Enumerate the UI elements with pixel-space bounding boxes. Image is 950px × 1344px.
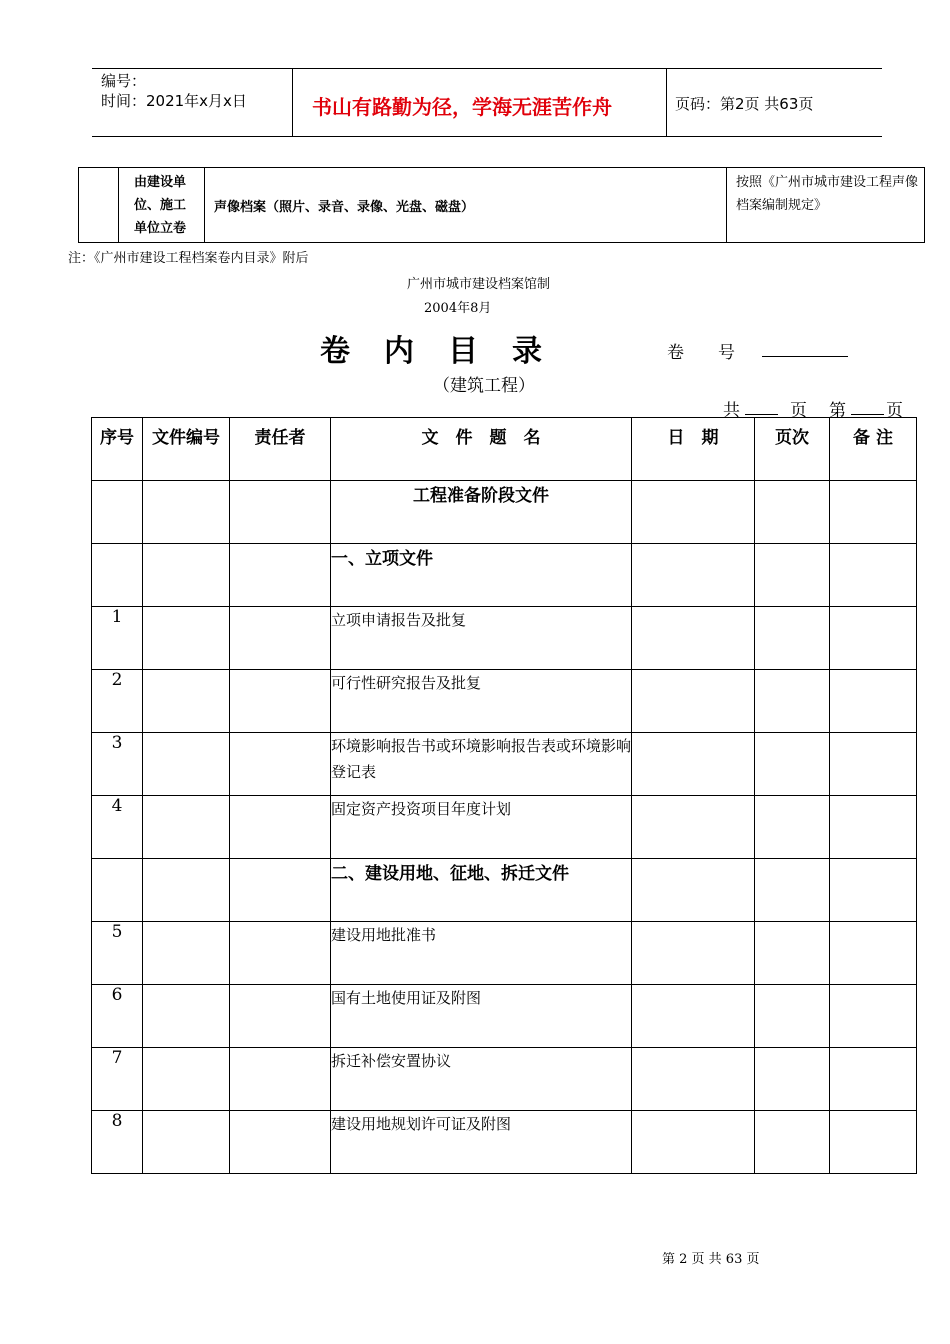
table-row — [92, 670, 917, 733]
current-blank[interactable] — [851, 414, 884, 415]
table-header-row — [92, 418, 917, 481]
row-date[interactable] — [632, 670, 755, 733]
row-responsible[interactable] — [230, 796, 331, 859]
row-pages[interactable] — [755, 985, 830, 1048]
time-label: 时间：2021年x月x日 — [101, 92, 247, 110]
code-label: 编号： — [101, 72, 147, 90]
row-title: 建设用地批准书 — [331, 922, 632, 985]
row-pages[interactable] — [755, 922, 830, 985]
row-title: 可行性研究报告及批复 — [331, 670, 632, 733]
row-file-no[interactable] — [143, 796, 230, 859]
table-row — [92, 796, 917, 859]
row-pages[interactable] — [755, 1111, 830, 1174]
col-header-title: 文 件 题 名 — [331, 418, 632, 481]
row-date[interactable] — [632, 481, 755, 544]
col-header-pages: 页次 — [755, 418, 830, 481]
row-responsible[interactable] — [230, 922, 331, 985]
archive-unit: 由建设单位、施工单位立卷 — [134, 175, 187, 236]
row-date[interactable] — [632, 1048, 755, 1111]
table-row — [92, 1048, 917, 1111]
col-header-file-no: 文件编号 — [143, 418, 230, 481]
row-responsible[interactable] — [230, 670, 331, 733]
row-responsible[interactable] — [230, 481, 331, 544]
row-remarks[interactable] — [830, 481, 917, 544]
volume-label: 卷 号 — [667, 343, 735, 363]
row-seq: 8 — [92, 1111, 143, 1174]
row-responsible[interactable] — [230, 859, 331, 922]
table-row — [92, 985, 917, 1048]
archive-divider-b — [204, 168, 205, 242]
total-label: 共 — [723, 401, 740, 421]
page-count — [723, 396, 913, 421]
row-seq — [92, 859, 143, 922]
row-title: 拆迁补偿安置协议 — [331, 1048, 632, 1111]
motto: 书山有路勤为径，学海无涯苦作舟 — [312, 95, 612, 119]
total-blank[interactable] — [745, 414, 778, 415]
row-remarks[interactable] — [830, 733, 917, 796]
archive-type: 声像档案（照片、录音、录像、光盘、磁盘） — [214, 200, 475, 215]
row-title: 环境影响报告书或环境影响报告表或环境影响登记表 — [331, 733, 632, 796]
row-remarks[interactable] — [830, 544, 917, 607]
page-label-2: 页 — [886, 401, 903, 421]
row-remarks[interactable] — [830, 1111, 917, 1174]
note: 注：《广州市建设工程档案卷内目录》附后 — [68, 251, 309, 266]
row-seq: 2 — [92, 670, 143, 733]
row-seq — [92, 481, 143, 544]
row-seq: 6 — [92, 985, 143, 1048]
row-seq: 3 — [92, 733, 143, 796]
row-file-no[interactable] — [143, 922, 230, 985]
row-file-no[interactable] — [143, 481, 230, 544]
row-responsible[interactable] — [230, 985, 331, 1048]
archive-divider-a — [118, 168, 119, 242]
archive-row — [78, 167, 925, 243]
row-remarks[interactable] — [830, 607, 917, 670]
row-pages[interactable] — [755, 607, 830, 670]
row-file-no[interactable] — [143, 985, 230, 1048]
col-header-remarks: 备 注 — [830, 418, 917, 481]
col-header-responsible: 责任者 — [230, 418, 331, 481]
issue-date: 2004年8月 — [424, 301, 492, 316]
row-date[interactable] — [632, 1111, 755, 1174]
row-date[interactable] — [632, 859, 755, 922]
row-file-no[interactable] — [143, 670, 230, 733]
row-title: 国有土地使用证及附图 — [331, 985, 632, 1048]
row-date[interactable] — [632, 544, 755, 607]
row-title: 立项申请报告及批复 — [331, 607, 632, 670]
row-responsible[interactable] — [230, 544, 331, 607]
row-file-no[interactable] — [143, 607, 230, 670]
row-date[interactable] — [632, 796, 755, 859]
row-remarks[interactable] — [830, 859, 917, 922]
row-title: 工程准备阶段文件 — [331, 481, 632, 544]
row-title: 建设用地规划许可证及附图 — [331, 1111, 632, 1174]
table-row — [92, 1111, 917, 1174]
table-row — [92, 733, 917, 796]
col-header-date: 日 期 — [632, 418, 755, 481]
table-row — [92, 922, 917, 985]
row-responsible[interactable] — [230, 607, 331, 670]
row-seq: 7 — [92, 1048, 143, 1111]
current-label: 第 — [829, 401, 846, 421]
page-label: 页 — [790, 401, 807, 421]
table-row — [92, 481, 917, 544]
header-divider-1 — [292, 68, 293, 136]
row-pages[interactable] — [755, 544, 830, 607]
row-remarks[interactable] — [830, 1048, 917, 1111]
header-divider-2 — [666, 68, 667, 136]
row-title: 固定资产投资项目年度计划 — [331, 796, 632, 859]
subtitle: （建筑工程） — [433, 376, 535, 396]
row-file-no[interactable] — [143, 1048, 230, 1111]
row-remarks[interactable] — [830, 796, 917, 859]
row-title: 一、立项文件 — [331, 544, 632, 607]
row-responsible[interactable] — [230, 1111, 331, 1174]
row-pages[interactable] — [755, 859, 830, 922]
row-remarks[interactable] — [830, 670, 917, 733]
issuer: 广州市城市建设档案馆制 — [407, 277, 551, 292]
row-date[interactable] — [632, 733, 755, 796]
row-seq: 5 — [92, 922, 143, 985]
row-remarks[interactable] — [830, 922, 917, 985]
row-responsible[interactable] — [230, 1048, 331, 1111]
table-row — [92, 859, 917, 922]
row-title: 二、建设用地、征地、拆迁文件 — [331, 859, 632, 922]
row-file-no[interactable] — [143, 1111, 230, 1174]
row-pages[interactable] — [755, 733, 830, 796]
row-date[interactable] — [632, 607, 755, 670]
volume-blank[interactable] — [762, 356, 848, 357]
archive-rule: 按照《广州市城市建设工程声像档案编制规定》 — [736, 175, 919, 213]
row-remarks[interactable] — [830, 985, 917, 1048]
header-bottom-rule — [92, 136, 882, 137]
header-top-rule — [92, 68, 882, 69]
row-responsible[interactable] — [230, 733, 331, 796]
row-seq — [92, 544, 143, 607]
row-seq: 4 — [92, 796, 143, 859]
row-file-no[interactable] — [143, 544, 230, 607]
catalog-table — [91, 417, 917, 1174]
row-file-no[interactable] — [143, 859, 230, 922]
table-row — [92, 607, 917, 670]
row-pages[interactable] — [755, 481, 830, 544]
row-date[interactable] — [632, 985, 755, 1048]
col-header-seq: 序号 — [92, 418, 143, 481]
row-seq: 1 — [92, 607, 143, 670]
row-pages[interactable] — [755, 670, 830, 733]
archive-divider-c — [726, 168, 727, 242]
row-file-no[interactable] — [143, 733, 230, 796]
table-row — [92, 544, 917, 607]
page-footer: 第 2 页 共 63 页 — [662, 1252, 760, 1267]
page-info: 页码：第2页 共63页 — [675, 95, 814, 113]
doc-title: 卷 内 目 录 — [320, 334, 544, 369]
row-date[interactable] — [632, 922, 755, 985]
row-pages[interactable] — [755, 796, 830, 859]
row-pages[interactable] — [755, 1048, 830, 1111]
